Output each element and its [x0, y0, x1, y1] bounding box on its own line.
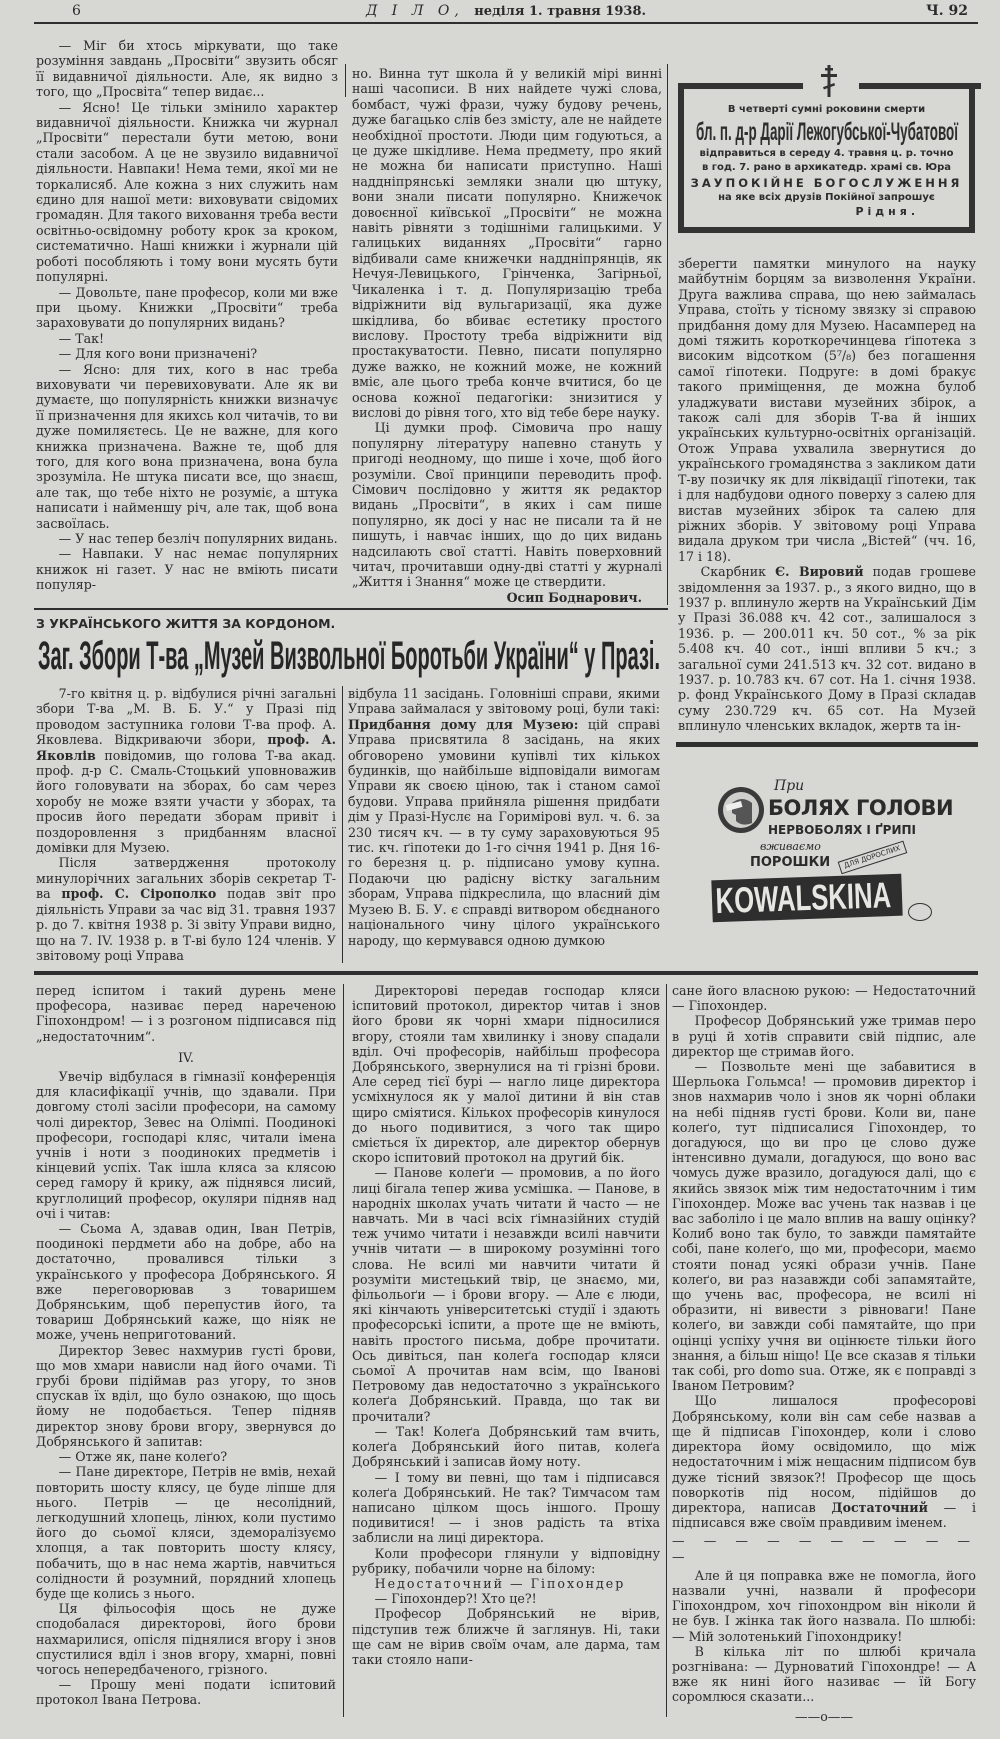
paragraph: — Навпаки. У нас немає популярних книжок ні газет. У нас не вміють писати популяр- — [36, 546, 338, 593]
text-run: Скарбник — [700, 564, 776, 580]
ad-use: вживаємо — [760, 840, 821, 853]
paragraph: — Так! — [58, 330, 105, 346]
text-run: повідомив, що голова Т-ва акад. проф. д-р С. Смаль-Стоцький уповноважив його головувати на зборах, бо сам через хоробу не може взяти участи у зборах, та просив його передати зборам привіт і поздоровлення з придбанням власної домівки для Музею. — [36, 747, 336, 856]
paragraph: — Отже як, пане колеґо? — [58, 1449, 228, 1465]
paragraph: Осип Боднарович. — [506, 589, 642, 605]
obituary-line: в год. 7. рано в архикатедр. храмі св. Юра — [701, 162, 952, 173]
paragraph: но. Винна тут школа й у великій мірі винні наші часописи. В них найдете чужі слова, бомбаст, чужі фрази, чужу будову речень, дуже багацько слів без змісту, але не найдете необхідної простоти. Люди цим годуються, а це дуже шкідливе. Нема предмету, про який не можна би написати приступно. Наші наддніпрянські земляки знали цю штуку, вони знали писати популярно. Книжечок довоєнної київської „Просвіти“ не можна навіть рівняти з тодішніми галицькими. У галицьких виданнях „Просвіти“ гарно відбивали саме книжечки наддніпрянців, як Нечуя-Левицького, Грінченка, Загірньої, Чикаленка і т. д. Популяризацію треба відріжнити від вульгаризації, яка дуже шкідлива, бо вбиває естетику простого вислову. Простоту треба відріжнити від простакуватости. Певно, писати популярно дуже важко, не кожний може, не кожний вміє, але цього треба конче вчитися, бо це основа кожної педагогіки: знизитися у вислові до рівня того, хто від тебе бере науку. — [352, 66, 662, 420]
paragraph — [678, 564, 976, 733]
bold-run: Придбання дому для Музею: — [348, 716, 579, 732]
paragraph: Професор Добрянський уже тримав перо в руці й хотів справити свій підпис, але директор ще стримав його. — [672, 1013, 976, 1059]
paragraph: — Сьома А, здавав один, Іван Петрів, поодинокі пердмети або на добре, або на достаточно, провалився тільки з українського у професора Добрянського. Я вже переговорював з товаришем Добрянським, щоб перепустив його, та товариш Добрянський каже, що ніяк не може, учень неприготований. — [36, 1221, 336, 1343]
orthodox-cross-icon — [820, 65, 838, 97]
obituary-intro: В четверті сумні роковини смерти — [727, 104, 926, 115]
paragraph — [36, 686, 336, 855]
paragraph: перед іспитом і такий дурень мене професора, називає перед нареченою Гіпохондром! — і з розгоном підписався під „недостаточним“. — [36, 983, 336, 1044]
story-column-1 — [36, 983, 336, 1708]
ad-rule — [676, 742, 978, 747]
paragraph: Ці думки проф. Сімовича про нашу популярну літературу напевно стануть у пригоді неодному, що пише і хоче, щоб його розуміли. Свої принципи переводить проф. Сімович послідовно у життя як редактор видань „Просвіти“, в яких і сам пише популярно, як досі у нас не писали та й не пишуть, і навчає інших, що до цих видань надсилають свої статті. Навіть поверховний читач, прочитавши одну-дві статті у журналі „Життя і Знання“ може це ствердити. — [352, 420, 662, 590]
paragraph: — І тому ви певні, що там і підписався колеґа Добрянський. Не так? Тимчасом там написано цілком щось іншого. Прошу подивитися! — і знов радість та втіха заблисли на лиці директора. — [352, 1469, 660, 1546]
column-divider — [667, 64, 668, 605]
obituary-notice — [678, 83, 975, 233]
paragraph: Професор Добрянський не вірив, підступив теж ближче й заглянув. Ні, таки ще сам не вірив своїм очам, але дарма, там таки стояло напи- — [352, 1606, 660, 1667]
paragraph: — Ясно! Це тільки змінило характер видавничої діяльности. Книжка чи журнал „Просвіти“ перестали бути метою, вони стали засобом. А це не звузило видавничої діяльности. Навпаки! Нема теми, якої ми не торкалисяб. Але кожна з них служить нам єдино для нашої мети: виховувати свідомих громадян. Для такого виховання треба вести освітньо-освідомну роботу крок за кроком, систематично. Наші книжки і журнали цій роботі пособляють і тому вони мусять бути популярні. — [36, 99, 338, 285]
heart-logo-icon — [908, 903, 932, 921]
text-run: подав грошеве звідомлення за 1937. р., з якого видно, що в 1937 р. вплинуло жертв на Український Дім у Празі 36.088 кч. 42 сот., залишалося з 1936. р. — 200.011 кч. 50 сот., % за рік 5.408 кч. 40 сот., інші впливи 5 кч.; з загальної суми 241.513 кч. 32 сот. видано в 1937. р. 10.783 кч. 67 сот. На 1. січня 1938. р. фонд Українського Дому в Празі складав суму 230.729 кч. 65 сот. На Музей вплинуло членських вкладок, жертв та ін- — [678, 564, 976, 734]
interview-column-1 — [36, 38, 338, 593]
paragraph: — Гіпохондер?! Хто це?! — [374, 1591, 537, 1607]
interview-column-2 — [352, 66, 662, 605]
page-rule — [34, 971, 978, 975]
ad-powders: ПОРОШКИ — [750, 855, 831, 870]
paragraph: Директорові передав господар кляси іспитовий протокол, директор читав і знов його брови як чорні хмари підносилися вгору, стояли там хвилинку і знову спадали вділ. Очі професорів, найбільш професора Добрянського, звернулися на ті грізні брови. Але серед тієї бурі — нагло лице директора усміхнулося як у малої дитини й він став щиро сміятися. Кількох професорів кинулося до нього подивитися, з чого так щиро сміється їх директор, але директор обернув скоро іспитовий протокол на другий бік. — [352, 983, 660, 1166]
paragraph — [348, 686, 660, 948]
obituary-line: на яке всіх друзів Покійної запрошує — [718, 192, 935, 203]
section-heading: З УКРАЇНСЬКОГО ЖИТТЯ ЗА КОРДОНОМ. — [36, 616, 336, 631]
paragraph: — Довольте, пане професор, коли ми вже при цьому. Книжки „Просвіти“ треба зараховувати до популярних видань? — [36, 284, 338, 331]
paragraph: IV. — [178, 1049, 194, 1065]
text-run: подав звіт про діяльність Управи за час від 31. травня 1937 р. до 7. квітня 1938 р. Зі звіту Управи видно, що на 7. IV. 1938 р. в Т-ві було 124 членів. У звітовому році Управа — [36, 886, 336, 963]
page-number: 6 — [72, 3, 81, 19]
paragraph: зберегти памятки минулого на науку майбутнім борцям за визволення України. Друга важлива справа, що нею займалась Управа, стоїть у тісному звязку зі справою придбання дому для Музею. Насамперед на домі тяжить короткоречинцева ґіпотека з високим відсотком (5⁷/₈) без погашення самої ґіпотеки. Подруге: в домі бракує такого приміщення, де можна булоб уладжувати вистави музейних збірок, а також салі для зборів Т-ва й інших українських культурно-освітніх організацій. Отож Управа ухвалила звернутися до українського громадянства з закликом дати Т-ву позичку як для ліквідації ґіпотеки, так і для надбудови одного поверху з салею для вистав музейних збірок та салею для ріжних зборів. У звітовому році Управа видала друком три числа „Вістей“ (чч. 16, 17 і 18). — [678, 256, 976, 564]
paragraph: Недостаточний — Гіпохондер — [374, 1575, 626, 1591]
story-column-2 — [352, 983, 660, 1667]
paragraph: — Прошу мені подати іспитовий протокол Івана Петрова. — [36, 1677, 336, 1708]
text-run: Після затвердження протоколу минулорічних загальних зборів секретар Т-ва — [36, 855, 336, 902]
paragraph: Ця фільософія щось не дуже сподобалася директорові, його брови нахмарилися, опісля піднялися вгору і знов спустилися вділ і знов вгору, хмарні, повні чогось непередбаченого, грізного. — [36, 1601, 336, 1677]
paragraph: ——o—— — [795, 1708, 853, 1724]
story-column-3 — [672, 983, 976, 1724]
header-rule — [34, 22, 978, 24]
paragraph: — У нас тепер безліч популярних видань. — [58, 531, 338, 546]
obituary-service: ЗАУПОКІЙНЕ БОГОСЛУЖЕННЯ — [690, 176, 963, 190]
headache-face-icon — [718, 787, 764, 833]
headline-wrap — [38, 633, 662, 681]
obituary-name: бл. п. д-р Дарії Лежогубської-Чубатової — [696, 118, 958, 146]
text-run: Що лишалося професорові Добрянському, коли він сам себе назвав а ще й підписав Гіпохондер, коли і слово директора йому освідомило, що між недостаточним і між нещасним підписом був дуже тісний звязок?! Професор ще щось поворкотів під носом, підійшов до директора, написав — [672, 1393, 976, 1515]
column-divider — [345, 64, 346, 97]
section-rule — [34, 608, 668, 610]
ad-pre: При — [774, 778, 805, 794]
paragraph: Директор Зевес нахмурив густі брови, що мов хмари нависли над його очами. Ті грубі брови підіймав раз угору, то знов спускав їх вділ, що було ознакою, що щось йому не подобається. Тепер підняв директор знову брови вгору, звернувся до Добрянського й запитав: — [36, 1342, 336, 1449]
paragraph: — Міг би хтось міркувати, що таке розуміння завдань „Просвіти“ звузить обсяг її видавничої діяльности. Але, як видно з того, що „Просвіта“ тепер видає... — [36, 38, 338, 100]
obituary-signature: Рідня. — [855, 205, 919, 218]
paragraph — [672, 1393, 976, 1530]
paragraph: — Позвольте мені ще забавитися в Шерльока Гольмса! — промовив директор і знов нахмарив чоло і знов як чорні облаки на небі підняв густі брови. Коли ви, пане колеґо, тут підписалися Гіпохондер, то догадуюся, що ви про це слово дуже інтенсивно думали, догадуюся, що воно вас чомусь дуже вразило, догадуюся далі, що є якийсь звязок між тим недостаточним і тим Гіпохондер. Може вас учень так назвав і це вас заболіло і це мало вплив на вашу оцінку? Колиб воно так було, то завжди памятайте собі, пане колеґо, що ми, професори, маємо стояти понад усякі образи учнів. Пане колеґо, ви раз назавжди собі запамятайте, що учень вас, професора, не всилі ні образити, ні вивести з рівноваги! Пане колеґо, ви завжди собі памятайте, що при оцінці успіху учня ви оцінюєте тільки його знання, а більш ніщо! Це все сказав я тільки так собі, pro domo sua. Отже, як є поправді з Іваном Петровим? — [672, 1059, 976, 1394]
paragraph: Увечір відбулася в гімназії конференція для класифікації учнів, що здавали. При довгому столі засіли професори, на самому чолі директор, Зевес на Олімпі. Поодинокі професори, господарі кляс, читали імена учнів і ноти з поодиноких предметів і кінцевий успіх. Так ішла кляса за клясою серед гамору й крику, аж піднявся лисий, круглолиций професор, окуляри підняв над очі і читав: — [36, 1069, 336, 1221]
issue-date: неділя 1. травня 1938. — [474, 4, 647, 19]
frame-bar — [859, 83, 981, 89]
paragraph: Коли професори глянули у відповідну рубрику, побачили чорне на білому: — [352, 1545, 660, 1576]
paragraph: Але й ця поправка вже не помогла, його назвали учні, назвали й професори Гіпохондром, хоч гіпохондром він ніколи й не був. І жінка так його назвала. По шлюбі: — Мій золотенький Гіпохондрику! — [672, 1567, 976, 1644]
article-headline: Заг. Збори Т-ва „Музей Визвольної Боротьби України“ у Празі. — [38, 634, 660, 678]
paragraph: В кілька літ по шлюбі кричала розгнівана: — Дурноватий Гіпохондре! — А вже як нині його називає — їй Богу соромлюся сказати... — [672, 1643, 976, 1705]
frame-bar — [678, 83, 803, 89]
text-run: 7-го квітня ц. р. відбулися річні загальні збори Т-ва „М. В. Б. У.“ у Празі під проводом заступника голови Т-ва проф. А. Яковлева. Відкриваючи збори, — [36, 686, 336, 748]
obituary-name-wrap — [688, 117, 965, 147]
text-run: цій справі Управа присвятила 8 засідань, на яких обговорено умовини купівлі тих кількох будинків, що найбільше відповідали вимогам Управи як своєю ціною, так і станом самої будови. Управа прийняла рішення придбати дім у Празі-Нуслє на Горимірові вул. ч. 6. за 230 тисяч кч. — в ту суму зараховуються 95 тис. кч. ґіпотеки до 1-го січня 1941 р. Дня 16-го березня ц. р. підписано умову купна. Подаючи цю радісну вістку загальним зборам, Управа підкреслила, що власний дім Музею В. Б. У. є справді витвором обєднаного національного чину цілого українського народу, що кермувався одною думкою — [348, 716, 661, 948]
masthead: Д І Л О, — [365, 3, 464, 19]
column-divider — [666, 984, 667, 1717]
paragraph: — Ясно: для тих, кого в нас треба виховувати чи перевиховувати. Але як ви думаєте, що популярність книжки визначує її призначення для якихсь кол читачів, то ви дуже помиляєтесь. Це не важне, для кого книжка призначена. Важне те, щоб для того, для кого вона призначена, вона була зрозуміла. Не штука писати все, що знаєш, але так, що тебе ніхто не розуміє, а штука написати і найменшу річ, але так, щоб вона засвоїлась. — [36, 361, 338, 531]
ad-brand: KOWALSKINA — [714, 874, 892, 922]
paragraph: — Так! Колеґа Добрянський там вчить, колеґа Добрянський його питав, колеґа Добрянський і записав йому ноту. — [352, 1423, 660, 1470]
paragraph — [36, 855, 336, 963]
ad-line2: НЕРВОБОЛЯХ І ҐРИПІ — [768, 823, 917, 837]
ad-tag: ДЛЯ ДОРОСЛИХ — [838, 841, 907, 875]
column-divider — [342, 686, 343, 963]
kowalskina-advertisement — [712, 777, 972, 927]
article-column-b — [348, 686, 660, 948]
bold-run: проф. А. Яковлів — [36, 732, 336, 763]
article-column-a — [36, 686, 336, 963]
text-run: — і підписався вже своїм правдивим іменем. — [672, 1499, 976, 1531]
page-header — [34, 3, 978, 21]
paragraph: — Панове колеґи — промовив, а по його лиці бігала тепер жива усмішка. — Панове, в народніх школах учать читати й часто — не навчать. Ми в часі всіх ґімназійних студій теж учимо читати і незавжди всилі навчити учнів читати — в широкому розумінні того слова. Не всилі ми навчити читати й розуміти мистецький твір, це знаємо, ми, фільольоґи — і брови вгору. — Але є люди, які кінчають університетські студії і здають професорські іспити, а проте ще не вміють, навіть простого письма, добре прочитати. Ось дивіться, пан колеґа господар кляси сьомої А прочитав нам всім, що Іванові Петровому дав недостаточно з українського колеґа Добрянський. Правда, що так ви прочитали? — [352, 1165, 660, 1424]
ad-line1: БОЛЯХ ГОЛОВИ — [768, 796, 954, 820]
bold-run: проф. С. Сірополко — [61, 886, 217, 902]
paragraph: — Для кого вони призначені? — [58, 346, 258, 362]
column-divider — [343, 984, 344, 1717]
paragraph: — Пане директоре, Петрів не вмів, нехай повторить шосту клясу, це буде ліпше для нього. Петрів — це несолідний, легкодушний хлопець, лінюх, коли пустимо його до сьомої кляси, здеморалізуємо хлопця, а так повторить шосту клясу, побачить, що в нас нема жартів, навчиться солідности й розумний, порядний хлопець буде ще колись з нього. — [36, 1464, 336, 1601]
text-run: відбула 11 засідань. Головніші справи, якими Управа займалася у звітовому році, були такі: — [348, 686, 660, 717]
masthead-line — [34, 3, 978, 19]
article-column-c — [678, 256, 976, 734]
paragraph: — — — — — — — — — — — — [672, 1533, 976, 1564]
bold-run: Є. Вировий — [775, 564, 864, 580]
issue-number: Ч. 92 — [925, 3, 968, 19]
paragraph: сане його власною рукою: — Недостаточний — Гіпохондер. — [672, 983, 976, 1014]
bold-run: Достаточний — [831, 1499, 928, 1515]
obituary-line: відправиться в середу 4. травня ц. р. точно — [699, 148, 954, 159]
ad-brand-banner — [711, 874, 902, 923]
